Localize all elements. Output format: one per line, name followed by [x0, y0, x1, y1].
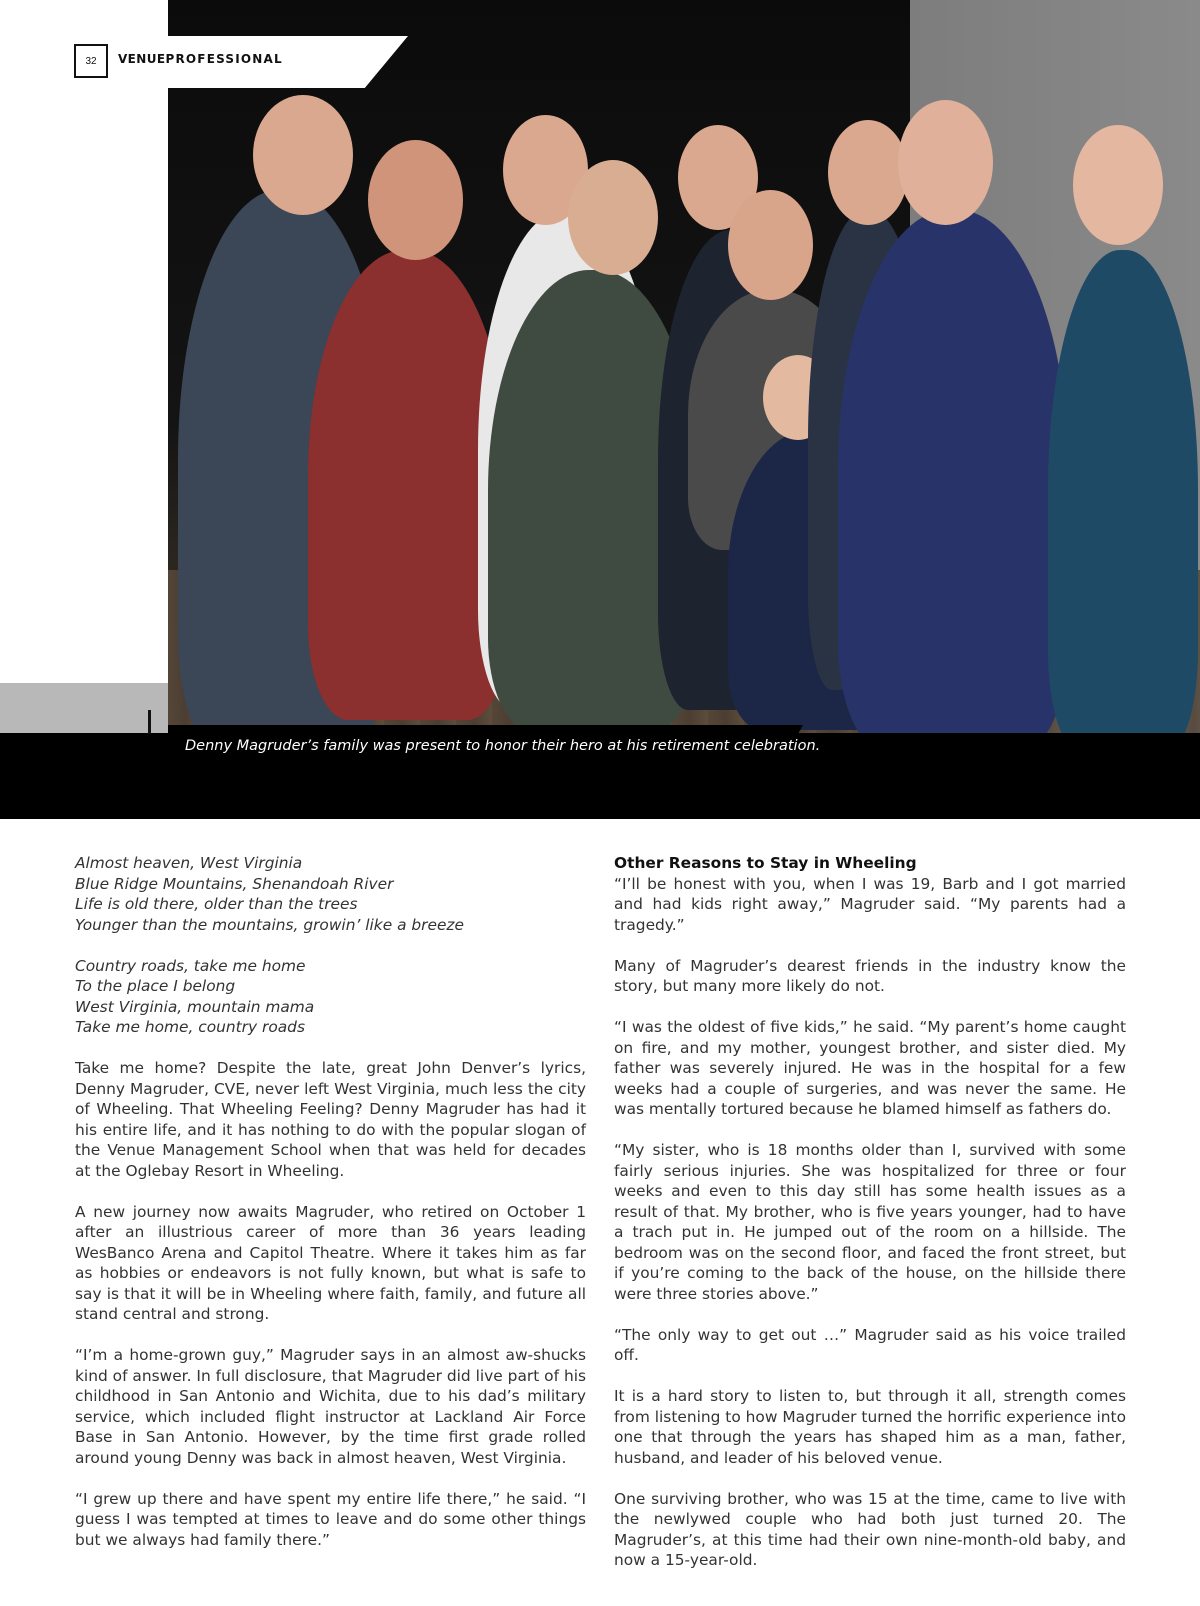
- lyric-line: Country roads, take me home: [75, 956, 306, 975]
- body-paragraph: “My sister, who is 18 months older than I, survived with some fairly serious injuries. She was hospitalized for three or four weeks and even to this day still has some health issues as a result of that. My brother, who is five years younger, had to have a trach put in. He jumped out of the room on a hillside. The bedroom was on the second floor, and faced the front street, but if you’re coming to the back of the house, on the hillside there were three stories above.”: [614, 1141, 1126, 1303]
- lyric-line: Almost heaven, West Virginia: [75, 854, 303, 872]
- body-paragraph: “The only way to get out …” Magruder said as his voice trailed off.: [614, 1325, 1126, 1364]
- magazine-title: [118, 52, 283, 66]
- photo-person: [838, 210, 1068, 750]
- family-photo: [168, 0, 1200, 770]
- lyric-line: West Virginia, mountain mama: [75, 997, 315, 1016]
- body-paragraph: One surviving brother, who was 15 at the time, came to live with the newlywed couple who had both just turned 20. The Magruder’s, at this time had their own nine-month-old baby, and now a 15-year-old.: [614, 1489, 1126, 1569]
- body-paragraph: A new journey now awaits Magruder, who retired on October 1 after an illustrious career of more than 36 years leading WesBanco Arena and Capitol Theatre. Where it takes him as far as hobbies or endeavors is not fully known, but what is safe to say is that it will be in Wheeling where faith, family, and future all stand central and strong.: [75, 1202, 586, 1323]
- body-paragraph: It is a hard story to listen to, but through it all, strength comes from listening to how Magruder turned the horrific experience into one that through the years has shaped him as a man, father, husband, and leader of his beloved venue.: [614, 1387, 1126, 1467]
- right-column: [614, 853, 1126, 1591]
- body-paragraph: “I grew up there and have spent my entire life there,” he said. “I guess I was tempted at times to leave and do some other things but we always had family there.”: [75, 1489, 586, 1549]
- magazine-title-rest: PROFESSIONAL: [165, 52, 283, 66]
- body-paragraph: “I was the oldest of five kids,” he said. “My parent’s home caught on fire, and my mother, youngest brother, and sister died. My father was severely injured. He was in the hospital for a few weeks had a couple of surgeries, and was never the same. He was mentally tortured because he blamed himself as fathers do.: [614, 1018, 1126, 1118]
- lyrics-stanza-1: [75, 853, 586, 935]
- photo-person-head: [828, 120, 908, 225]
- photo-person-head: [568, 160, 658, 275]
- body-paragraph: “I’ll be honest with you, when I was 19, Barb and I got married and had kids right away,” Magruder said. “My parents had a tragedy.”: [614, 874, 1126, 934]
- photo-person-head: [253, 95, 353, 215]
- lyric-line: Younger than the mountains, growin’ like a breeze: [75, 915, 464, 934]
- photo-person-head: [368, 140, 463, 260]
- left-column: [75, 853, 586, 1571]
- lyric-line: To the place I belong: [75, 977, 236, 995]
- photo-caption: Denny Magruder’s family was present to honor their hero at his retirement celebration.: [185, 738, 821, 754]
- section-block: [614, 853, 1126, 935]
- lyric-line: Blue Ridge Mountains, Shenandoah River: [75, 874, 394, 893]
- section-subhead: Other Reasons to Stay in Wheeling: [614, 854, 917, 872]
- body-paragraph: Many of Magruder’s dearest friends in the industry know the story, but many more likely do not.: [614, 956, 1126, 995]
- photo-person-head: [728, 190, 813, 300]
- page-number: 32: [74, 44, 108, 78]
- photo-person-head: [898, 100, 993, 225]
- body-paragraph: Take me home? Despite the late, great John Denver’s lyrics, Denny Magruder, CVE, never left West Virginia, much less the city of Wheeling. That Wheeling Feeling? Denny Magruder has had it his entire life, and it has nothing to do with the popular slogan of the Venue Management School when that was held for decades at the Oglebay Resort in Wheeling.: [75, 1059, 586, 1180]
- photo-person: [1048, 250, 1198, 750]
- magazine-title-bold: VENUE: [118, 52, 166, 66]
- photo-person-head: [1073, 125, 1163, 245]
- left-gray-block: [0, 683, 168, 733]
- lyric-line: Life is old there, older than the trees: [75, 895, 358, 913]
- body-paragraph: “I’m a home-grown guy,” Magruder says in an almost aw-shucks kind of answer. In full disclosure, that Magruder did live part of his childhood in San Antonio and Wichita, due to his dad’s military service, which included flight instructor at Lackland Air Force Base in San Antonio. However, by the time first grade rolled around young Denny was back in almost heaven, West Virginia.: [75, 1346, 586, 1467]
- lyric-line: Take me home, country roads: [75, 1018, 305, 1036]
- lyrics-stanza-2: [75, 956, 586, 1038]
- left-accent-bar: [148, 710, 151, 734]
